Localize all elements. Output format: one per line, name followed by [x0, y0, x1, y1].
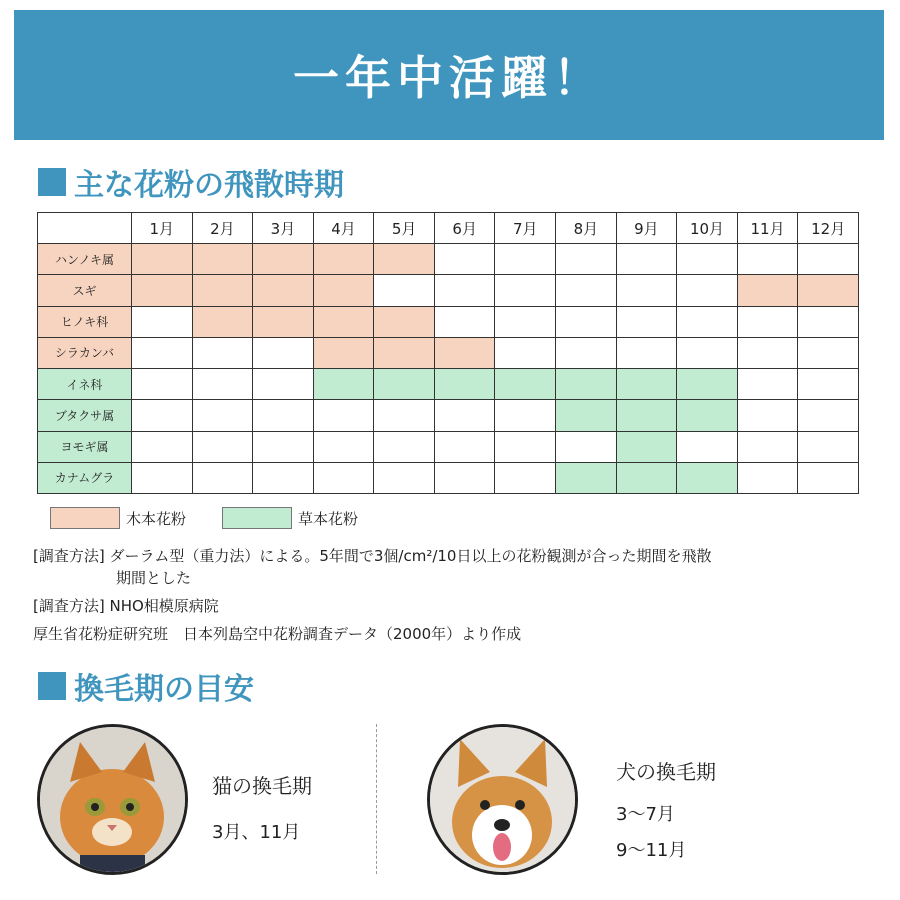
- pollen-empty-cell: [313, 431, 374, 462]
- dog-shedding-period-1: 3〜7月: [616, 804, 675, 825]
- pollen-empty-cell: [556, 244, 617, 275]
- pollen-empty-cell: [495, 275, 556, 306]
- pollen-active-cell: [313, 337, 374, 368]
- pollen-empty-cell: [253, 337, 314, 368]
- pollen-active-cell: [132, 275, 193, 306]
- pollen-empty-cell: [192, 369, 253, 400]
- pollen-active-cell: [495, 369, 556, 400]
- pollen-active-cell: [313, 306, 374, 337]
- pollen-empty-cell: [434, 244, 495, 275]
- pollen-active-cell: [616, 431, 677, 462]
- pollen-active-cell: [737, 275, 798, 306]
- dog-photo: [427, 724, 578, 875]
- pollen-active-cell: [798, 275, 859, 306]
- pollen-empty-cell: [677, 431, 738, 462]
- pollen-active-cell: [253, 244, 314, 275]
- pollen-active-cell: [374, 306, 435, 337]
- pollen-active-cell: [192, 306, 253, 337]
- pollen-empty-cell: [495, 337, 556, 368]
- pollen-active-cell: [434, 369, 495, 400]
- pollen-active-cell: [313, 244, 374, 275]
- pollen-section-heading: [38, 160, 344, 204]
- pollen-active-cell: [616, 462, 677, 493]
- pollen-empty-cell: [132, 400, 193, 431]
- note-source: 厚生省花粉症研究班 日本列島空中花粉調査データ（2000年）より作成: [33, 625, 522, 643]
- pollen-empty-cell: [798, 369, 859, 400]
- pollen-empty-cell: [556, 431, 617, 462]
- pollen-empty-cell: [374, 431, 435, 462]
- pollen-schedule-table: [37, 212, 859, 494]
- table-row: [38, 462, 859, 493]
- pollen-empty-cell: [313, 400, 374, 431]
- note-method-continued: 期間とした: [116, 569, 192, 587]
- pollen-empty-cell: [798, 462, 859, 493]
- survey-notes: [33, 545, 863, 651]
- pollen-empty-cell: [798, 306, 859, 337]
- table-row: [38, 337, 859, 368]
- pet-divider: [376, 724, 377, 874]
- pollen-active-cell: [132, 244, 193, 275]
- pollen-empty-cell: [737, 337, 798, 368]
- pollen-active-cell: [616, 400, 677, 431]
- pollen-empty-cell: [616, 337, 677, 368]
- month-header-cell: 2月: [192, 213, 253, 244]
- pollen-active-cell: [374, 244, 435, 275]
- pollen-empty-cell: [737, 369, 798, 400]
- month-header-cell: 4月: [313, 213, 374, 244]
- legend: [50, 507, 394, 529]
- pollen-active-cell: [556, 369, 617, 400]
- pollen-empty-cell: [495, 306, 556, 337]
- legend-tree: [50, 507, 186, 529]
- pollen-active-cell: [434, 337, 495, 368]
- pollen-active-cell: [192, 244, 253, 275]
- month-header-cell: 10月: [677, 213, 738, 244]
- pollen-empty-cell: [737, 431, 798, 462]
- pollen-empty-cell: [192, 462, 253, 493]
- plant-name-cell: ブタクサ属: [38, 400, 132, 431]
- dog-shedding-period-2: 9〜11月: [616, 840, 687, 861]
- pollen-active-cell: [616, 369, 677, 400]
- pollen-empty-cell: [253, 400, 314, 431]
- pollen-table-container: [37, 212, 859, 494]
- month-header-cell: 3月: [253, 213, 314, 244]
- pollen-active-cell: [313, 275, 374, 306]
- pollen-empty-cell: [434, 306, 495, 337]
- pollen-empty-cell: [616, 275, 677, 306]
- pollen-empty-cell: [132, 369, 193, 400]
- pollen-empty-cell: [556, 275, 617, 306]
- banner-title: 一年中活躍！: [293, 51, 605, 105]
- pollen-empty-cell: [798, 337, 859, 368]
- pollen-empty-cell: [677, 275, 738, 306]
- pollen-empty-cell: [313, 462, 374, 493]
- cat-shedding-period: 3月、11月: [212, 822, 301, 843]
- pollen-active-cell: [253, 306, 314, 337]
- table-row: [38, 431, 859, 462]
- cat-shedding-title: 猫の換毛期: [212, 774, 312, 798]
- pollen-empty-cell: [132, 306, 193, 337]
- pollen-empty-cell: [737, 400, 798, 431]
- pollen-empty-cell: [616, 244, 677, 275]
- pollen-empty-cell: [192, 337, 253, 368]
- pollen-empty-cell: [556, 306, 617, 337]
- table-row: [38, 275, 859, 306]
- pollen-empty-cell: [616, 306, 677, 337]
- pollen-empty-cell: [192, 400, 253, 431]
- pollen-empty-cell: [737, 244, 798, 275]
- pollen-empty-cell: [374, 275, 435, 306]
- pollen-active-cell: [677, 369, 738, 400]
- pollen-empty-cell: [677, 306, 738, 337]
- pollen-active-cell: [192, 275, 253, 306]
- pollen-active-cell: [556, 400, 617, 431]
- pollen-empty-cell: [495, 400, 556, 431]
- month-header-row: [38, 213, 859, 244]
- pollen-empty-cell: [556, 337, 617, 368]
- pollen-empty-cell: [192, 431, 253, 462]
- legend-herb-label: 草本花粉: [298, 509, 359, 528]
- tree-swatch: [50, 507, 120, 529]
- pollen-empty-cell: [132, 337, 193, 368]
- plant-name-cell: シラカンバ: [38, 337, 132, 368]
- pollen-empty-cell: [434, 275, 495, 306]
- table-corner-cell: [38, 213, 132, 244]
- header-banner: [14, 10, 884, 140]
- dog-shedding-title: 犬の換毛期: [616, 760, 716, 784]
- plant-name-cell: ヨモギ属: [38, 431, 132, 462]
- pollen-empty-cell: [798, 400, 859, 431]
- month-header-cell: 7月: [495, 213, 556, 244]
- month-header-cell: 6月: [434, 213, 495, 244]
- pollen-empty-cell: [495, 462, 556, 493]
- shedding-section-heading: [38, 664, 254, 708]
- pollen-empty-cell: [677, 244, 738, 275]
- month-header-cell: 12月: [798, 213, 859, 244]
- month-header-cell: 5月: [374, 213, 435, 244]
- pollen-active-cell: [253, 275, 314, 306]
- pollen-empty-cell: [253, 369, 314, 400]
- note-method: [調査方法] ダーラム型（重力法）による。5年間で3個/cm²/10日以上の花粉観測が合った期間を飛散: [33, 547, 712, 565]
- pollen-empty-cell: [737, 462, 798, 493]
- pollen-empty-cell: [434, 431, 495, 462]
- pollen-empty-cell: [374, 400, 435, 431]
- pollen-empty-cell: [495, 431, 556, 462]
- pollen-empty-cell: [132, 431, 193, 462]
- heading-square-icon: [38, 672, 66, 700]
- pollen-empty-cell: [434, 400, 495, 431]
- table-row: [38, 369, 859, 400]
- pollen-active-cell: [374, 369, 435, 400]
- month-header-cell: 8月: [556, 213, 617, 244]
- pollen-empty-cell: [253, 462, 314, 493]
- plant-name-cell: ハンノキ属: [38, 244, 132, 275]
- pollen-empty-cell: [374, 462, 435, 493]
- pollen-empty-cell: [677, 337, 738, 368]
- legend-tree-label: 木本花粉: [126, 509, 187, 528]
- pollen-active-cell: [677, 462, 738, 493]
- pollen-empty-cell: [434, 462, 495, 493]
- month-header-cell: 11月: [737, 213, 798, 244]
- pollen-empty-cell: [132, 462, 193, 493]
- table-row: [38, 244, 859, 275]
- pollen-active-cell: [556, 462, 617, 493]
- pollen-heading-text: 主な花粉の飛散時期: [74, 168, 344, 203]
- plant-name-cell: スギ: [38, 275, 132, 306]
- plant-name-cell: カナムグラ: [38, 462, 132, 493]
- pollen-table-body: [38, 244, 859, 494]
- legend-herb: [222, 507, 358, 529]
- table-row: [38, 306, 859, 337]
- pollen-active-cell: [313, 369, 374, 400]
- pollen-active-cell: [374, 337, 435, 368]
- plant-name-cell: イネ科: [38, 369, 132, 400]
- pollen-empty-cell: [798, 244, 859, 275]
- month-header-cell: 9月: [616, 213, 677, 244]
- pollen-active-cell: [677, 400, 738, 431]
- month-header-cell: 1月: [132, 213, 193, 244]
- herb-swatch: [222, 507, 292, 529]
- table-row: [38, 400, 859, 431]
- note-location: [調査方法] NHO相模原病院: [33, 597, 219, 615]
- cat-photo: [37, 724, 188, 875]
- shedding-heading-text: 換毛期の目安: [74, 672, 254, 707]
- pollen-empty-cell: [495, 244, 556, 275]
- plant-name-cell: ヒノキ科: [38, 306, 132, 337]
- heading-square-icon: [38, 168, 66, 196]
- pollen-empty-cell: [737, 306, 798, 337]
- pollen-empty-cell: [253, 431, 314, 462]
- pollen-empty-cell: [798, 431, 859, 462]
